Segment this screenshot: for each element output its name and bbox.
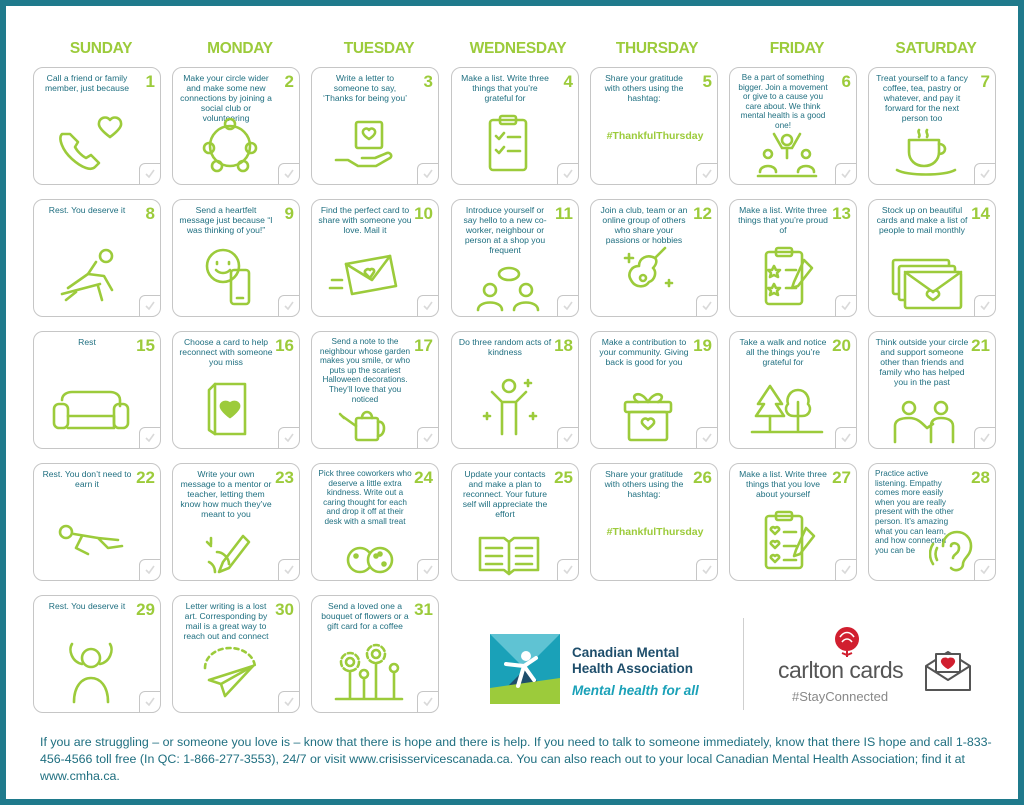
checkbox[interactable] bbox=[139, 427, 161, 449]
checkbox[interactable] bbox=[139, 295, 161, 317]
cmha-name: Canadian Mental Health Association bbox=[572, 645, 694, 676]
day-cell-8 bbox=[33, 199, 161, 317]
day-cell-19 bbox=[590, 331, 718, 449]
day-cell-26 bbox=[590, 463, 718, 581]
cell-text: Make a list. Write three things that you’re proud of bbox=[738, 205, 828, 235]
checkbox[interactable] bbox=[696, 559, 718, 581]
day-cell-10 bbox=[311, 199, 439, 317]
day-number: 9 bbox=[284, 204, 294, 223]
day-cell-29 bbox=[33, 595, 161, 713]
cell-text: Write a letter to someone to say, ‘Thanks for being you’ bbox=[322, 73, 408, 103]
checkbox[interactable] bbox=[974, 427, 996, 449]
day-cell-31 bbox=[311, 595, 439, 713]
cell-text: Be a part of something bigger. Join a movement or give to a cause you care about. We think mental health is a good one! bbox=[738, 73, 828, 130]
checkbox[interactable] bbox=[835, 559, 857, 581]
cell-text: Send a loved one a bouquet of flowers or a gift card for a coffee bbox=[321, 601, 409, 631]
checkbox[interactable] bbox=[835, 295, 857, 317]
heart-card-icon bbox=[187, 372, 273, 440]
cell-text: Send a note to the neighbour whose garden makes you smile, or who puts up the scariest Halloween decorations. They’ll love that you noticed bbox=[319, 337, 411, 404]
cell-text: Join a club, team or an online group of others who share your passions or hobbies bbox=[600, 205, 688, 245]
hand-letter-icon bbox=[326, 108, 412, 176]
checkbox[interactable] bbox=[139, 691, 161, 713]
carlton-cards-logo: carlton cards bbox=[778, 657, 904, 683]
day-cell-21 bbox=[868, 331, 996, 449]
day-number: 20 bbox=[832, 336, 851, 355]
cell-text: Rest. You deserve it bbox=[48, 601, 126, 611]
cell-text: Update your contacts and make a plan to reconnect. Your future self will appreciate the effort bbox=[462, 469, 548, 519]
day-number: 18 bbox=[554, 336, 573, 355]
day-number: 24 bbox=[414, 468, 433, 487]
checkbox[interactable] bbox=[417, 163, 439, 185]
day-number: 17 bbox=[414, 336, 433, 355]
cell-text: Introduce yourself or say hello to a new co-worker, neighbour or person at a shop you frequent bbox=[463, 205, 547, 255]
checkbox[interactable] bbox=[278, 163, 300, 185]
checkbox[interactable] bbox=[278, 691, 300, 713]
day-header-friday: FRIDAY bbox=[769, 40, 825, 57]
calendar-page bbox=[6, 6, 1018, 799]
day-cell-14 bbox=[868, 199, 996, 317]
day-cell-2 bbox=[172, 67, 300, 185]
checkbox[interactable] bbox=[557, 295, 579, 317]
cell-text: Find the perfect card to share with someone you love. Mail it bbox=[318, 205, 412, 235]
cell-text: Call a friend or family member, just because bbox=[44, 73, 130, 93]
day-cell-30 bbox=[172, 595, 300, 713]
day-cell-27 bbox=[729, 463, 857, 581]
support-people-icon bbox=[883, 398, 969, 444]
checkbox[interactable] bbox=[139, 559, 161, 581]
envelope-heart-icon bbox=[326, 240, 412, 308]
day-number: 12 bbox=[693, 204, 712, 223]
day-number: 15 bbox=[136, 336, 155, 355]
conversation-icon bbox=[466, 266, 552, 312]
day-header-monday: MONDAY bbox=[207, 40, 273, 57]
checkbox[interactable] bbox=[696, 163, 718, 185]
day-number: 6 bbox=[841, 72, 851, 91]
day-cell-11 bbox=[451, 199, 579, 317]
day-cell-13 bbox=[729, 199, 857, 317]
day-cell-12 bbox=[590, 199, 718, 317]
cell-text: Write your own message to a mentor or teacher, letting them know how much they’ve meant to you bbox=[180, 469, 272, 519]
day-number: 23 bbox=[275, 468, 294, 487]
cell-text: Make a list. Write three things that you love about yourself bbox=[739, 469, 827, 499]
day-cell-22 bbox=[33, 463, 161, 581]
day-cell-9 bbox=[172, 199, 300, 317]
joy-person-icon bbox=[466, 372, 552, 440]
checkbox[interactable] bbox=[974, 559, 996, 581]
cell-text: Make a contribution to your community. Giving back is good for you bbox=[599, 337, 689, 367]
cell-text: Rest. You deserve it bbox=[48, 205, 126, 215]
footer-help-text: If you are struggling – or someone you love is – know that there is hope and there is help. If you need to talk to someone immediately, know that there IS hope and call 1-833-456-4566 toll free (In QC: 1-866-277-3553), 24/7 or visit www.crisisservicescanada.ca. You can also reach out to your local Canadian Mental Health Association; find it at www.cmha.ca. bbox=[40, 735, 992, 783]
checkbox[interactable] bbox=[835, 163, 857, 185]
star-list-icon bbox=[744, 240, 830, 308]
day-number: 10 bbox=[414, 204, 433, 223]
lounge-chair-icon bbox=[48, 240, 134, 308]
people-circle-icon bbox=[187, 108, 273, 176]
day-number: 29 bbox=[136, 600, 155, 619]
checkbox[interactable] bbox=[974, 295, 996, 317]
day-cell-17 bbox=[311, 331, 439, 449]
cell-text: Think outside your circle and support someone other than friends and family who has helped you in the past bbox=[875, 337, 969, 387]
cmha-logo-icon bbox=[490, 634, 560, 709]
day-header-wednesday: WEDNESDAY bbox=[469, 40, 567, 57]
day-number: 3 bbox=[423, 72, 433, 91]
day-cell-3 bbox=[311, 67, 439, 185]
paper-plane-icon bbox=[187, 636, 273, 704]
cell-text: Do three random acts of kindness bbox=[458, 337, 552, 357]
cell-text: Letter writing is a lost art. Corresponding by mail is a great way to reach out and connect bbox=[183, 601, 269, 641]
day-number: 1 bbox=[145, 72, 155, 91]
checkbox[interactable] bbox=[557, 559, 579, 581]
day-number: 11 bbox=[555, 204, 573, 223]
heart-list-icon bbox=[744, 504, 830, 572]
day-number: 19 bbox=[693, 336, 712, 355]
cmha-tagline: Mental health for all bbox=[572, 683, 699, 698]
logo-divider bbox=[743, 618, 744, 710]
checkbox[interactable] bbox=[278, 427, 300, 449]
day-cell-4 bbox=[451, 67, 579, 185]
day-header-saturday: SATURDAY bbox=[895, 40, 977, 57]
flowers-icon bbox=[326, 636, 412, 704]
checkbox[interactable] bbox=[417, 427, 439, 449]
checklist-icon bbox=[466, 108, 552, 176]
day-cell-18 bbox=[451, 331, 579, 449]
envelope-heart-icon bbox=[922, 646, 974, 699]
day-cell-7 bbox=[868, 67, 996, 185]
coffee-cup-icon bbox=[883, 126, 969, 180]
day-number: 16 bbox=[275, 336, 294, 355]
cell-text: Send a heartfelt message just because “I was thinking of you!” bbox=[179, 205, 273, 235]
watering-can-icon bbox=[326, 404, 412, 444]
day-number: 30 bbox=[275, 600, 294, 619]
day-header-tuesday: TUESDAY bbox=[343, 40, 415, 57]
cell-text: Make your circle wider and make some new connections by joining a social club or volunteering bbox=[180, 73, 272, 123]
lying-person-icon bbox=[48, 504, 134, 572]
day-number: 26 bbox=[693, 468, 712, 487]
checkbox[interactable] bbox=[835, 427, 857, 449]
gift-box-icon bbox=[605, 388, 691, 444]
checkbox[interactable] bbox=[974, 163, 996, 185]
checkbox[interactable] bbox=[417, 691, 439, 713]
cell-text: Rest. You don’t need to earn it bbox=[42, 469, 132, 489]
cell-text: Practice active listening. Empathy comes more easily when you are really present with the other person. It’s amazing what you can learn, and how connected you can be bbox=[875, 469, 954, 555]
cell-text: Rest bbox=[78, 337, 96, 347]
day-cell-5 bbox=[590, 67, 718, 185]
cell-text: Stock up on beautiful cards and make a list of people to mail monthly bbox=[876, 205, 968, 235]
day-cell-23 bbox=[172, 463, 300, 581]
cell-text: Choose a card to help reconnect with someone you miss bbox=[179, 337, 273, 367]
checkbox[interactable] bbox=[139, 163, 161, 185]
checkbox[interactable] bbox=[696, 427, 718, 449]
phone-smile-icon bbox=[187, 240, 273, 308]
cell-text: Make a list. Write three things that you’re grateful for bbox=[461, 73, 549, 103]
day-number: 25 bbox=[554, 468, 573, 487]
pen-write-icon bbox=[187, 532, 273, 576]
day-number: 7 bbox=[980, 72, 990, 91]
day-number: 31 bbox=[414, 600, 433, 619]
day-number: 28 bbox=[971, 468, 990, 487]
day-number: 22 bbox=[136, 468, 155, 487]
open-book-icon bbox=[466, 532, 552, 576]
hashtag: #ThankfulThursday bbox=[606, 526, 704, 538]
ear-icon bbox=[929, 528, 979, 576]
day-number: 14 bbox=[971, 204, 990, 223]
day-number: 13 bbox=[832, 204, 851, 223]
day-cell-15 bbox=[33, 331, 161, 449]
day-cell-25 bbox=[451, 463, 579, 581]
trees-icon bbox=[744, 372, 830, 440]
hashtag: #ThankfulThursday bbox=[606, 130, 704, 142]
checkbox[interactable] bbox=[557, 163, 579, 185]
day-number: 27 bbox=[832, 468, 851, 487]
cell-text: Share your gratitude with others using the hashtag: bbox=[604, 469, 684, 499]
checkbox[interactable] bbox=[417, 295, 439, 317]
day-number: 4 bbox=[563, 72, 573, 91]
day-cell-1 bbox=[33, 67, 161, 185]
checkbox[interactable] bbox=[417, 559, 439, 581]
group-cheer-icon bbox=[744, 130, 830, 180]
sofa-icon bbox=[48, 372, 134, 440]
cell-text: Pick three coworkers who deserve a little extra kindness. Write out a caring thought for each and drop it off at their desk with a small treat bbox=[318, 469, 412, 526]
day-number: 21 bbox=[971, 336, 990, 355]
checkbox[interactable] bbox=[278, 559, 300, 581]
day-cell-16 bbox=[172, 331, 300, 449]
guitar-icon bbox=[605, 240, 691, 308]
stretch-person-icon bbox=[48, 636, 134, 704]
day-cell-24 bbox=[311, 463, 439, 581]
checkbox[interactable] bbox=[278, 295, 300, 317]
day-number: 5 bbox=[702, 72, 712, 91]
day-header-sunday: SUNDAY bbox=[69, 40, 133, 57]
cell-text: Share your gratitude with others using the hashtag: bbox=[604, 73, 684, 103]
checkbox[interactable] bbox=[696, 295, 718, 317]
day-header-thursday: THURSDAY bbox=[615, 40, 699, 57]
day-cell-20 bbox=[729, 331, 857, 449]
card-stack-icon bbox=[883, 256, 969, 312]
cookies-icon bbox=[326, 544, 412, 576]
phone-heart-icon bbox=[48, 108, 134, 176]
day-number: 2 bbox=[284, 72, 294, 91]
day-cell-6 bbox=[729, 67, 857, 185]
day-number: 8 bbox=[145, 204, 155, 223]
day-cell-28 bbox=[868, 463, 996, 581]
checkbox[interactable] bbox=[557, 427, 579, 449]
carlton-tagline: #StayConnected bbox=[792, 689, 889, 704]
cell-text: Treat yourself to a fancy coffee, tea, pastry or whatever, and pay it forward for the next person too bbox=[876, 73, 968, 123]
cell-text: Take a walk and notice all the things you’re grateful for bbox=[739, 337, 827, 367]
